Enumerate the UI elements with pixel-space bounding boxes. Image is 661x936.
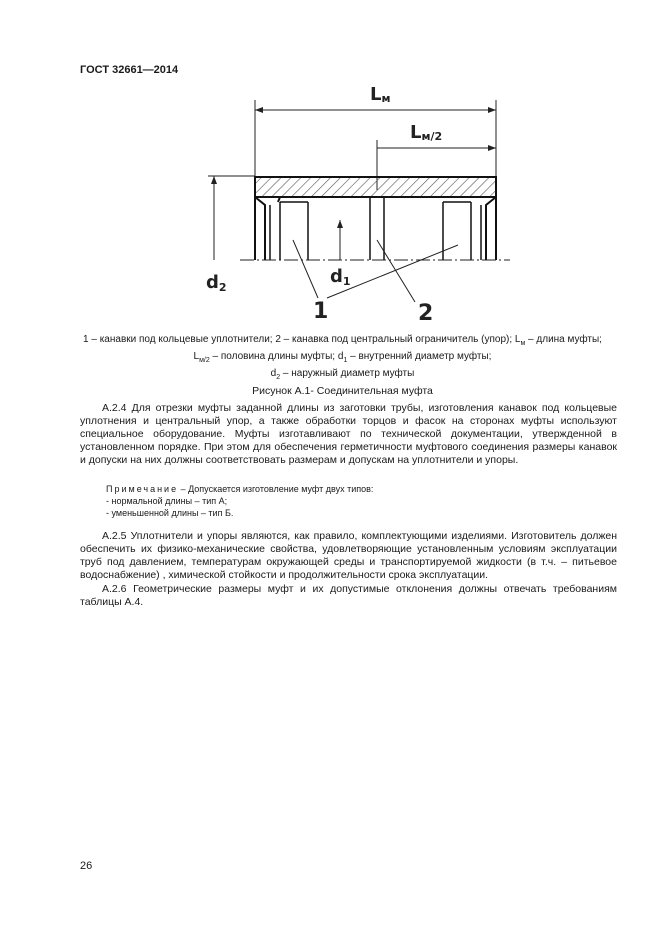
document-header: ГОСТ 32661—2014 — [80, 64, 179, 76]
paragraph-a26: А.2.6 Геометрические размеры муфт и их допустимые отклонения должны отвечать требованиям таблицы А.4. — [80, 583, 617, 608]
legend-line-2: $d_2$ – наружный диаметр муфты — [270, 368, 415, 381]
d1-label: d1 — [330, 266, 351, 288]
note-head: Примечание — [106, 484, 179, 494]
legend-line-1: 1 – канавки под кольцевые уплотнители; 2 – канавка под центральный ограничитель (упор); $L_м$ – длина муфты; $L_{м/2}$ – половина длины муфты; $d_1$ – внутренний диаметр муфты; — [83, 334, 602, 364]
lm2-label: Lм/2 — [410, 122, 443, 143]
page-number: 26 — [80, 860, 93, 872]
d2-label: d2 — [206, 272, 227, 294]
note-line: Примечание – Допускается изготовление муфт двух типов: — [106, 484, 374, 494]
figure-title: Рисунок А.1- Соединительная муфта — [252, 385, 433, 397]
callout-2: 2 — [418, 301, 434, 326]
note-block — [106, 483, 586, 519]
paragraph-a25: А.2.5 Уплотнители и упоры являются, как правило, комплектующими изделиями. Изготовитель должен обеспечить их физико-механические свойства, удовлетворяющие установленным условиям эксплуатации труб под давлением, температурам окружающей среды и транспортируемой жидкости (в т.ч. – питьевое водоснабжение) , химической стойкости и продолжительности срока эксплуатации. — [80, 530, 617, 581]
coupling-drawing — [200, 80, 520, 330]
paragraph-a24: А.2.4 Для отрезки муфты заданной длины из заготовки трубы, изготовления канавок под кольцевые уплотнения и центральный упор, а также обработки торцов и фасок на сторонах муфты используют специальное оборудование. Муфты изготавливают по технической документации, утвержденной в установленном порядке. При этом для обеспечения герметичности муфтового соединения размеры канавок и допуски на них должны соответствовать размерам и допускам на уплотнители и упоры. — [80, 402, 617, 466]
note-item-2: - уменьшенной длины – тип Б. — [106, 508, 234, 518]
lm-label: Lм — [370, 84, 391, 105]
figure-legend — [80, 333, 605, 384]
note-item-1: - нормальной длины – тип А; — [106, 496, 228, 506]
callout-1: 1 — [313, 299, 329, 324]
